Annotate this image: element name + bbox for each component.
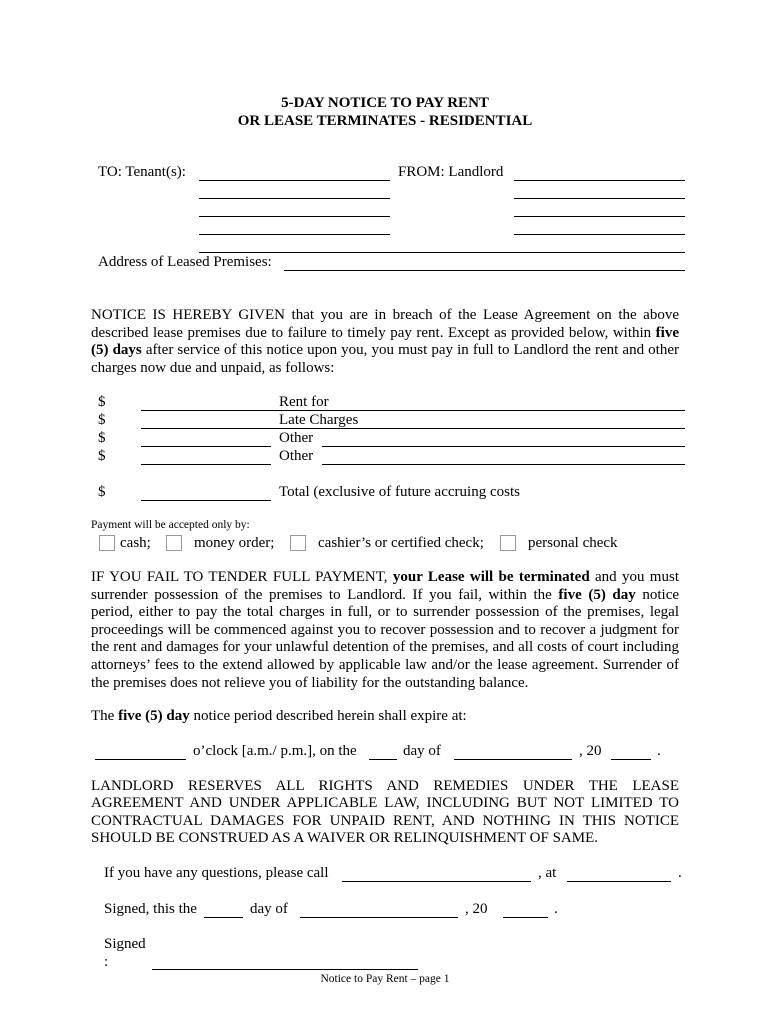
rent-label: Rent for	[279, 394, 329, 410]
expire-period: .	[657, 743, 661, 759]
cash-checkbox[interactable]	[99, 535, 115, 551]
address-line[interactable]	[284, 270, 685, 271]
questions-at: , at	[538, 865, 557, 881]
notice-paragraph: NOTICE IS HEREBY GIVEN that you are in breach of the Lease Agreement on the above described lease premises due to failure to timely pay rent. Except as provided below, within five (5) days after service of this notice upon you, you must pay in full to Landlord the rent and other charges now due and unpaid, as follows:	[91, 307, 679, 376]
late-charges-label: Late Charges	[279, 412, 359, 428]
other-1-amount-line[interactable]	[141, 446, 271, 447]
tenant-line-4[interactable]	[199, 234, 390, 235]
personal-check-checkbox[interactable]	[500, 535, 516, 551]
cashiers-check-checkbox[interactable]	[290, 535, 306, 551]
questions-text: If you have any questions, please call	[104, 865, 329, 881]
total-label: Total (exclusive of future accruing costs	[279, 484, 520, 500]
phone-name-line[interactable]	[342, 881, 531, 882]
signed-label: Signed	[104, 936, 146, 952]
currency-other-1: $	[98, 430, 106, 446]
tenant-line-2[interactable]	[199, 198, 390, 199]
expire-year-prefix: , 20	[579, 743, 602, 759]
landlord-line-4[interactable]	[514, 234, 685, 235]
other-2-amount-line[interactable]	[141, 464, 271, 465]
landlord-line-1[interactable]	[514, 180, 685, 181]
expire-day-line[interactable]	[369, 759, 397, 760]
signed-period: .	[554, 901, 558, 917]
signature-line[interactable]	[152, 969, 418, 970]
signed-dayof-text: day of	[250, 901, 288, 917]
title-line-1: 5-DAY NOTICE TO PAY RENT	[281, 95, 489, 111]
other-2-label: Other	[279, 448, 314, 464]
personal-check-label: personal check	[528, 535, 618, 551]
other-1-desc-line[interactable]	[322, 446, 685, 447]
currency-other-2: $	[98, 448, 106, 464]
from-landlord-label: FROM: Landlord	[398, 164, 504, 180]
signed-day-line[interactable]	[204, 917, 243, 918]
signed-year-prefix: , 20	[465, 901, 488, 917]
title-line-2: OR LEASE TERMINATES - RESIDENTIAL	[237, 113, 533, 129]
currency-rent: $	[98, 394, 106, 410]
signed-date-text: Signed, this the	[104, 901, 197, 917]
reserves-paragraph: LANDLORD RESERVES ALL RIGHTS AND REMEDIES UNDER THE LEASE AGREEMENT AND UNDER APPLICABLE LAW, INCLUDING BUT NOT LIMITED TO CONTRACTUAL DAMAGES FOR UNPAID RENT, AND NOTHING IN THIS NOTICE SHOULD BE CONSTRUED AS A WAIVER OR RELINQUISHMENT OF SAME.	[91, 778, 679, 847]
oclock-text: o’clock [a.m./ p.m.], on the	[193, 743, 357, 759]
cash-label: cash;	[120, 535, 151, 551]
total-amount-line[interactable]	[141, 500, 271, 501]
page-footer: Notice to Pay Rent – page 1	[320, 973, 450, 985]
signed-year-line[interactable]	[503, 917, 548, 918]
currency-total: $	[98, 484, 106, 500]
money-order-checkbox[interactable]	[166, 535, 182, 551]
money-order-label: money order;	[194, 535, 275, 551]
currency-late: $	[98, 412, 106, 428]
late-charges-line[interactable]	[141, 428, 685, 429]
other-2-desc-line[interactable]	[322, 464, 685, 465]
cashiers-check-label: cashier’s or certified check;	[318, 535, 484, 551]
landlord-line-2[interactable]	[514, 198, 685, 199]
expire-year-line[interactable]	[611, 759, 651, 760]
rent-line[interactable]	[141, 410, 685, 411]
tenant-line-1[interactable]	[199, 180, 390, 181]
expire-dayof-text: day of	[403, 743, 441, 759]
phone-number-line[interactable]	[567, 881, 671, 882]
expire-sentence: The five (5) day notice period described herein shall expire at:	[91, 708, 467, 724]
questions-period: .	[678, 865, 682, 881]
time-line[interactable]	[95, 759, 186, 760]
signed-colon: :	[104, 954, 109, 970]
tenant-line-3[interactable]	[199, 216, 390, 217]
address-label: Address of Leased Premises:	[98, 254, 272, 270]
payment-label: Payment will be accepted only by:	[91, 519, 250, 531]
signed-month-line[interactable]	[300, 917, 458, 918]
to-tenant-label: TO: Tenant(s):	[98, 164, 186, 180]
other-1-label: Other	[279, 430, 314, 446]
expire-month-line[interactable]	[454, 759, 572, 760]
extra-line[interactable]	[199, 252, 685, 253]
landlord-line-3[interactable]	[514, 216, 685, 217]
failure-paragraph: IF YOU FAIL TO TENDER FULL PAYMENT, your Lease will be terminated and you must surrender possession of the premises to Landlord. If you fail, within the five (5) day notice period, either to pay the total charges in full, or to surrender possession of the premises, legal proceedings will be commenced against you to recover possession and to recover a judgment for the rent and damages for your unlawful detention of the premises, and all costs of court including attorneys’ fees to the extend allowed by applicable law and/or the lease agreement. Surrender of the premises does not relieve you of liability for the outstanding balance.	[91, 569, 680, 691]
